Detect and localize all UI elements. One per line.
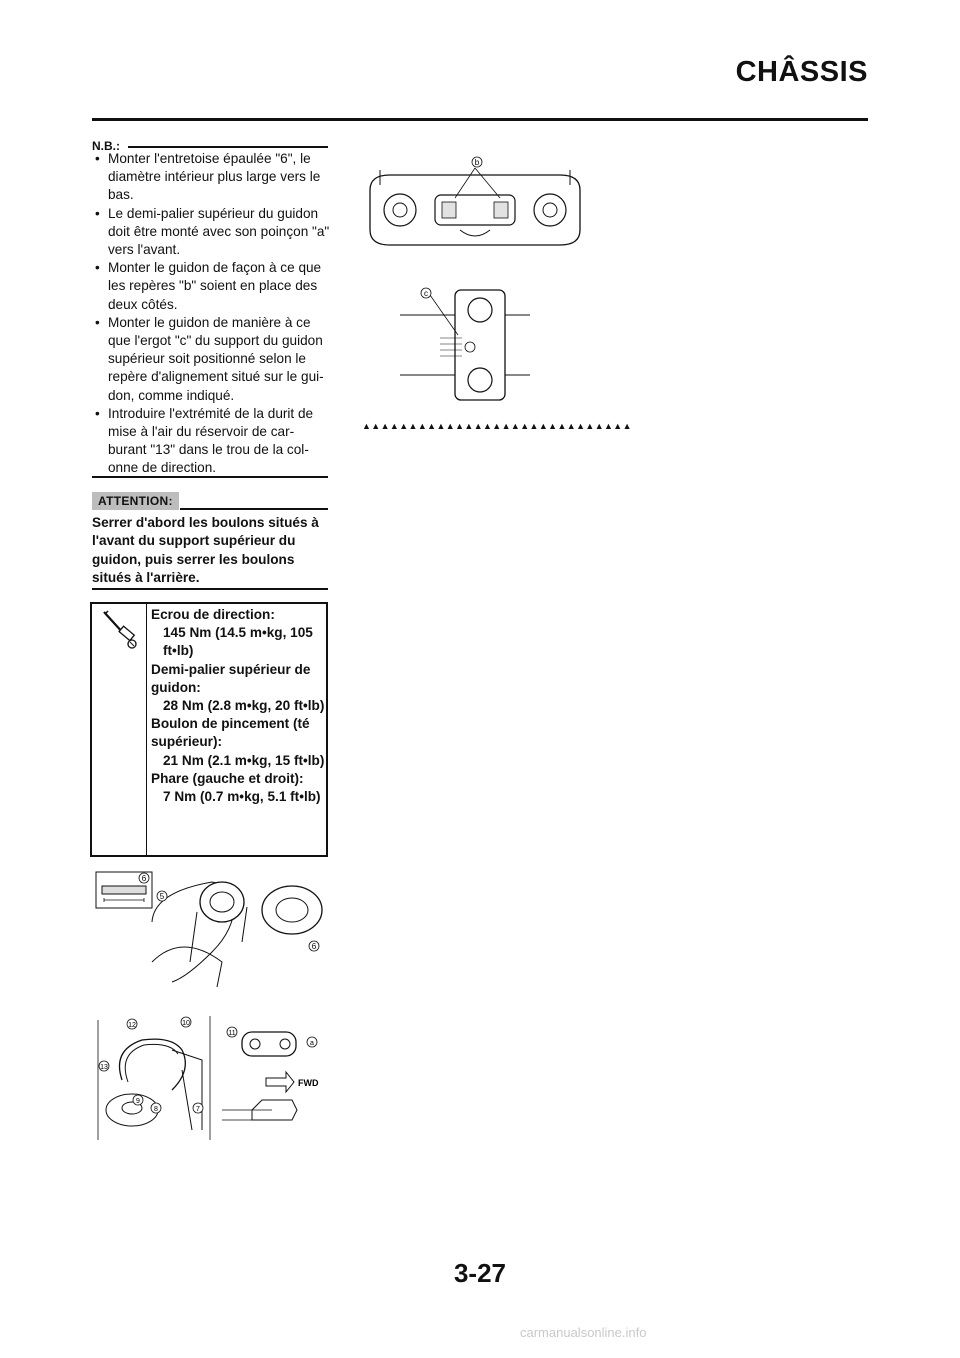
torque-wrench-icon [100,608,140,652]
torque-item-value: 145 Nm (14.5 m•kg, 105 ft•lb) [163,625,313,659]
torque-item-value: 7 Nm (0.7 m•kg, 5.1 ft•lb) [163,789,321,805]
note-top-rule [128,146,328,148]
note-item: • Le demi-palier supérieur du guidon doit être monté avec son poinçon "a" vers l'avant. [92,205,332,260]
callout-label: 6 [141,874,147,883]
callout-label: 13 [100,1064,108,1071]
callout-label: 8 [154,1106,158,1113]
attention-text: Serrer d'abord les boulons situés à l'avant du support supérieur du guidon, puis serrer les boulons situés à l'arrière. [92,515,319,586]
section-end-marks: ▲▲▲▲▲▲▲▲▲▲▲▲▲▲▲▲▲▲▲▲▲▲▲▲▲▲▲▲▲ [362,421,632,431]
note-item: • Introduire l'extrémité de la durit de mise à l'air du réservoir de car-burant "13" dans le trou de la col-onne de direction. [92,405,332,478]
callout-label: 5 [159,892,165,901]
note-list [92,150,332,478]
attention-top-rule [180,508,328,510]
callout-label: 11 [228,1030,236,1037]
callout-label: c [424,289,428,298]
note-item: • Monter l'entretoise épaulée "6", le diamètre intérieur plus large vers le bas. [92,150,332,205]
torque-item-label: Demi-palier supérieur de guidon: [151,661,311,695]
torque-item-value: 21 Nm (2.1 m•kg, 15 ft•lb) [163,752,325,768]
breather-hose-figure [92,1010,337,1145]
torque-item-label: Ecrou de direction: [151,607,275,622]
attention-badge: ATTENTION: [92,492,179,510]
section-title: CHÂSSIS [735,56,868,88]
attention-bottom-rule [92,588,328,590]
callout-label: 10 [182,1020,190,1027]
torque-spec-list [151,606,329,806]
steering-nut-figure [92,862,332,997]
callout-label: 12 [128,1022,136,1029]
callout-label: 7 [196,1106,200,1113]
note-item: • Monter le guidon de manière à ce que l'ergot "c" du support du guidon supérieur soit positionné selon le repère d'alignement situé sur le gui-don, comme indiqué. [92,314,332,405]
title-rule [92,118,868,121]
torque-item-label: Phare (gauche et droit): [151,770,304,786]
torque-item-value: 28 Nm (2.8 m•kg, 20 ft•lb) [163,698,325,714]
fwd-label: FWD [298,1078,319,1088]
callout-label: 6 [311,942,317,951]
callout-label: a [310,1040,314,1047]
note-label: N.B.: [92,139,120,153]
callout-label: b [474,158,480,167]
torque-item-label: Boulon de pincement (té supérieur): [151,716,310,750]
watermark: carmanualsonline.info [520,1325,647,1340]
note-bottom-rule [92,476,328,478]
alignment-mark-figure [400,280,530,405]
callout-label: 9 [136,1098,140,1105]
page-number: 3-27 [453,1258,507,1288]
handlebar-top-view-figure [360,150,590,250]
note-item: • Monter le guidon de façon à ce que les repères "b" soient en place des deux côtés. [92,259,332,314]
